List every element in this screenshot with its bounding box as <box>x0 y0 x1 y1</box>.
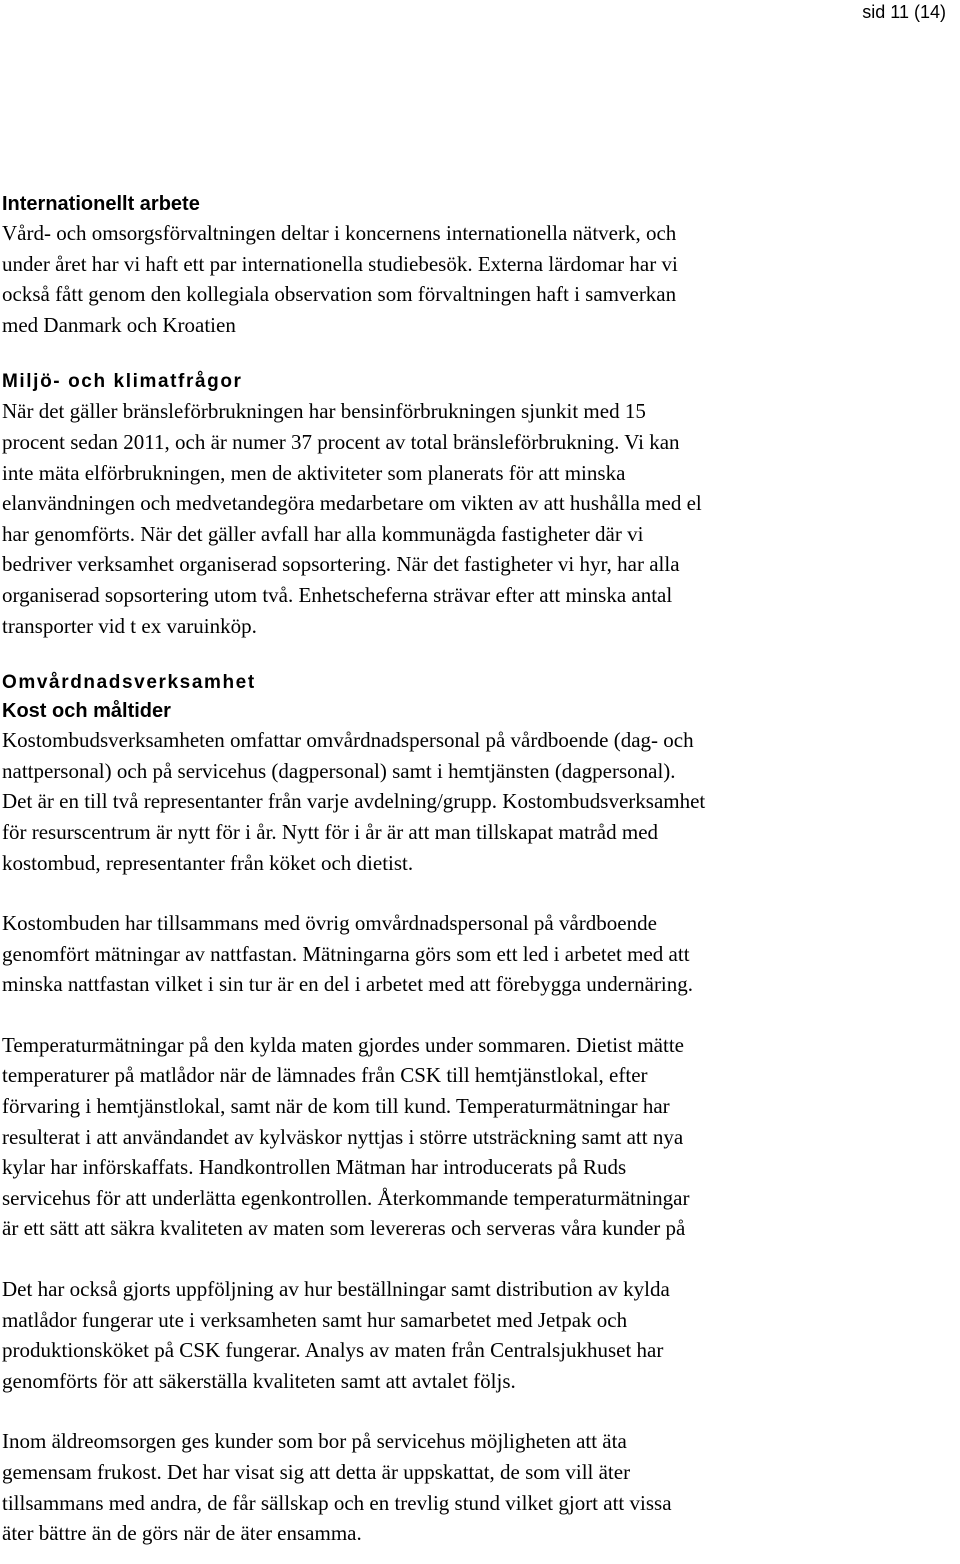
text-line: Temperaturmätningar på den kylda maten gjordes under sommaren. Dietist mätte <box>2 1032 684 1057</box>
paragraph-food-ombud <box>2 725 954 878</box>
text-line: procent sedan 2011, och är numer 37 procent av total bränsleförbrukning. Vi kan <box>2 429 680 454</box>
text-line: gemensam frukost. Det har visat sig att detta är uppskattat, de som vill äter <box>2 1460 631 1484</box>
heading-international-work: Internationellt arbete <box>2 193 200 215</box>
text-line: kostombud, representanter från köket och dietist. <box>2 850 414 875</box>
text-line: förvaring i hemtjänstlokal, samt när de kom till kund. Temperaturmätningar har <box>2 1094 670 1119</box>
text-line: under året har vi haft ett par internationella studiebesök. Externa lärdomar har vi <box>2 251 678 276</box>
text-line: med Danmark och Kroatien <box>2 312 236 337</box>
text-line: Det är en till två representanter från varje avdelning/grupp. Kostombudsverksamhet <box>2 789 706 814</box>
text-line: organiserad sopsortering utom två. Enhetscheferna strävar efter att minska antal <box>2 582 673 607</box>
paragraph-environment-climate <box>2 396 954 641</box>
text-line: elanvändningen och medvetandegöra medarbetare om vikten av att hushålla med el <box>2 491 702 516</box>
paragraph-shared-breakfast <box>2 1426 954 1548</box>
text-line: minska nattfastan vilket i sin tur är en del i arbetet med att förebygga undernäring. <box>2 972 694 997</box>
text-line: Inom äldreomsorgen ges kunder som bor på servicehus möjligheten att äta <box>2 1429 627 1454</box>
paragraph-night-fasting <box>2 908 954 1000</box>
text-line: produktionsköket på CSK fungerar. Analys av maten från Centralsjukhuset har <box>2 1338 664 1363</box>
text-line: genomförts för att säkerställa kvaliteten samt att avtalet följs. <box>2 1368 516 1393</box>
heading-care-operations: Omvårdnadsverksamhet <box>2 672 256 694</box>
paragraph-international-work <box>2 218 954 340</box>
text-line: kylar har införskaffats. Handkontrollen Mätman har introducerats på Ruds <box>2 1155 627 1180</box>
text-line: Vård- och omsorgsförvaltningen deltar i koncernens internationella nätverk, och <box>2 221 677 245</box>
text-line: nattpersonal) och på servicehus (dagpersonal) samt i hemtjänsten (dagpersonal). <box>2 758 676 783</box>
text-line: inte mäta elförbrukningen, men de aktiviteter som planerats för att minska <box>2 460 626 485</box>
text-line: tillsammans med andra, de får sällskap och en trevlig stund vilket gjort att vissa <box>2 1490 672 1515</box>
text-line: temperaturer på matlådor när de lämnades från CSK till hemtjänstlokal, efter <box>2 1063 648 1088</box>
subheading-food-meals: Kost och måltider <box>2 700 171 723</box>
text-line: har genomförts. När det gäller avfall har alla kommunägda fastigheter där vi <box>2 521 644 546</box>
text-line: Det har också gjorts uppföljning av hur beställningar samt distribution av kylda <box>2 1277 670 1302</box>
paragraph-temperature-measurements <box>2 1030 954 1244</box>
text-line: är ett sätt att säkra kvaliteten av maten som levereras och serveras våra kunder på <box>2 1216 686 1241</box>
text-line: Kostombuden har tillsammans med övrig omvårdnadspersonal på vårdboende <box>2 911 657 936</box>
text-line: också fått genom den kollegiala observation som förvaltningen haft i samverkan <box>2 282 677 307</box>
text-line: matlådor fungerar ute i verksamheten samt hur samarbetet med Jetpak och <box>2 1307 628 1332</box>
paragraph-order-followup <box>2 1274 954 1396</box>
text-line: för resurscentrum är nytt för i år. Nytt för i år är att man tillskapat matråd med <box>2 819 659 844</box>
text-line: resulterat i att användandet av kylväskor nyttjas i större utsträckning samt att nya <box>2 1124 684 1149</box>
text-line: Kostombudsverksamheten omfattar omvårdnadspersonal på vårdboende (dag- och <box>2 728 694 753</box>
text-line: När det gäller bränsleförbrukningen har bensinförbrukningen sjunkit med 15 <box>2 399 646 424</box>
document-body <box>2 190 954 1549</box>
text-line: servicehus för att underlätta egenkontrollen. Återkommande temperaturmätningar <box>2 1185 690 1210</box>
heading-environment-climate: Miljö- och klimatfrågor <box>2 371 243 393</box>
text-line: äter bättre än de görs när de äter ensamma. <box>2 1521 362 1546</box>
text-line: transporter vid t ex varuinköp. <box>2 613 257 638</box>
page-number: sid 11 (14) <box>862 2 946 22</box>
text-line: genomfört mätningar av nattfastan. Mätningarna görs som ett led i arbetet med att <box>2 941 690 966</box>
text-line: bedriver verksamhet organiserad sopsortering. När det fastigheter vi hyr, har alla <box>2 552 680 577</box>
